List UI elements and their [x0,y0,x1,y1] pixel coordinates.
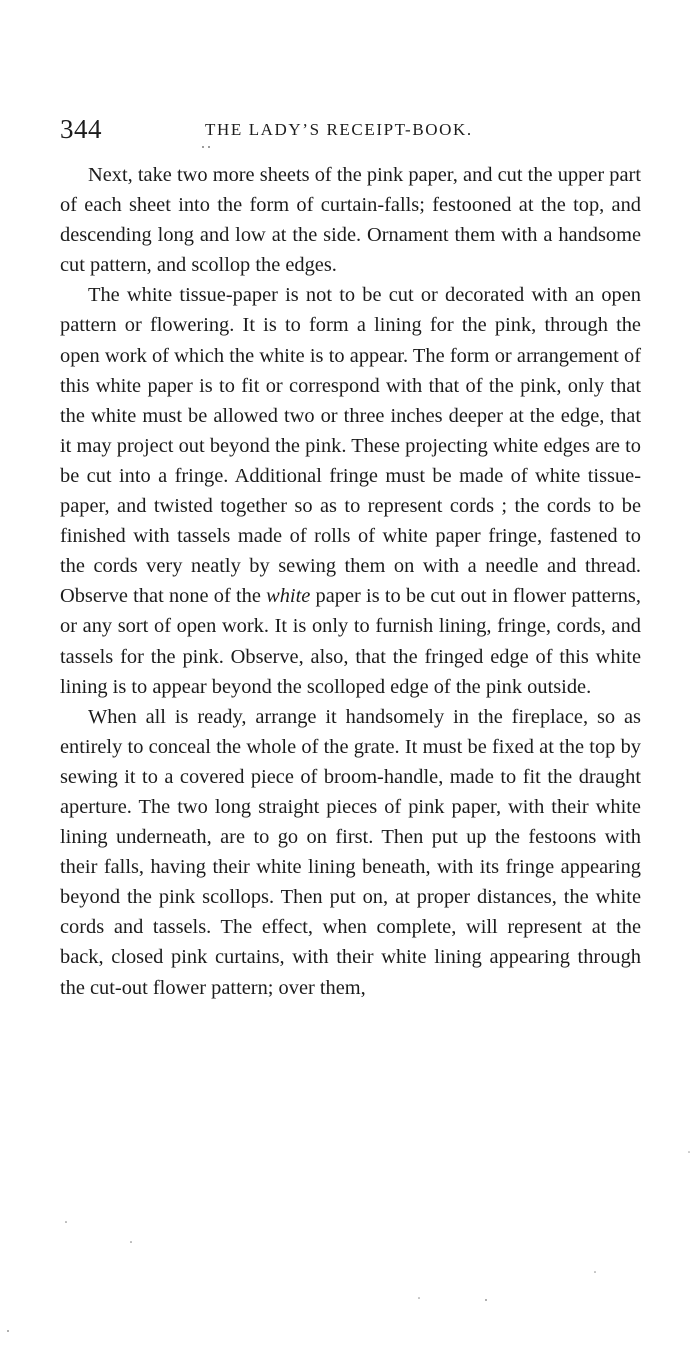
paragraph-2-continuation: paper is to be cut out in flower patterns, or any sort of open work. It is only to furnish lining, fringe, cords, and tassels for the pink. Observe, also, that the fringed edge of this white lining is to appear beyond the scolloped edge of the pink outside. [60,585,641,698]
paragraph-3 [60,702,641,1003]
speck [688,1151,690,1153]
speck [485,1299,487,1301]
speck [7,1330,9,1332]
paragraph-1 [60,160,641,280]
page-number: 344 [60,114,102,144]
paragraph-1-text: Next, take two more sheets of the pink paper, and cut the upper part of each sheet into the form of curtain-falls; festooned at the top, and descending long and low at the side. Ornament them with a handsome cut pattern, and scollop the edges. [60,164,641,277]
paragraph-3-text: When all is ready, arrange it handsomely in the fireplace, so as entirely to conceal the whole of the grate. It must be fixed at the top by sewing it to a covered piece of broom-handle, made to fit the draught aperture. The two long straight pieces of pink paper, with their white lining underneath, are to go on first. Then put up the festoons with their falls, having their white lining beneath, with its fringe appearing beyond the pink scollops. Then put on, at proper distances, the white cords and tassels. The effect, when complete, will represent at the back, closed pink curtains, with their white lining appearing through the cut-out flower pattern; over them, [60,705,641,999]
paragraph-2-text: The white tissue-paper is not to be cut or decorated with an open pattern or flowering. It is to form a lining for the pink, through the open work of which the white is to appear. The form or arrangement of this white paper is to fit or correspond with that of the pink, only that the white must be allowed two or three inches deeper at the edge, that it may project out beyond the pink. These projecting white edges are to be cut into a fringe. Additional fringe must be made of white tissue-paper, and twisted together so as to represent cords ; the cords to be finished with tassels made of rolls of white paper fringe, fastened to the cords very neatly by sewing them on with a needle and thread. Observe that none of the [60,284,641,608]
speck [208,146,210,148]
speck [594,1271,596,1273]
paragraph-2 [60,280,641,701]
running-title: THE LADY’S RECEIPT-BOOK. [205,120,473,139]
italic-emphasis: white [266,585,311,608]
body-text [60,160,641,1003]
speck [130,1241,132,1243]
speck [202,146,204,148]
speck [65,1221,67,1223]
page-header [60,112,640,146]
speck [418,1297,420,1299]
